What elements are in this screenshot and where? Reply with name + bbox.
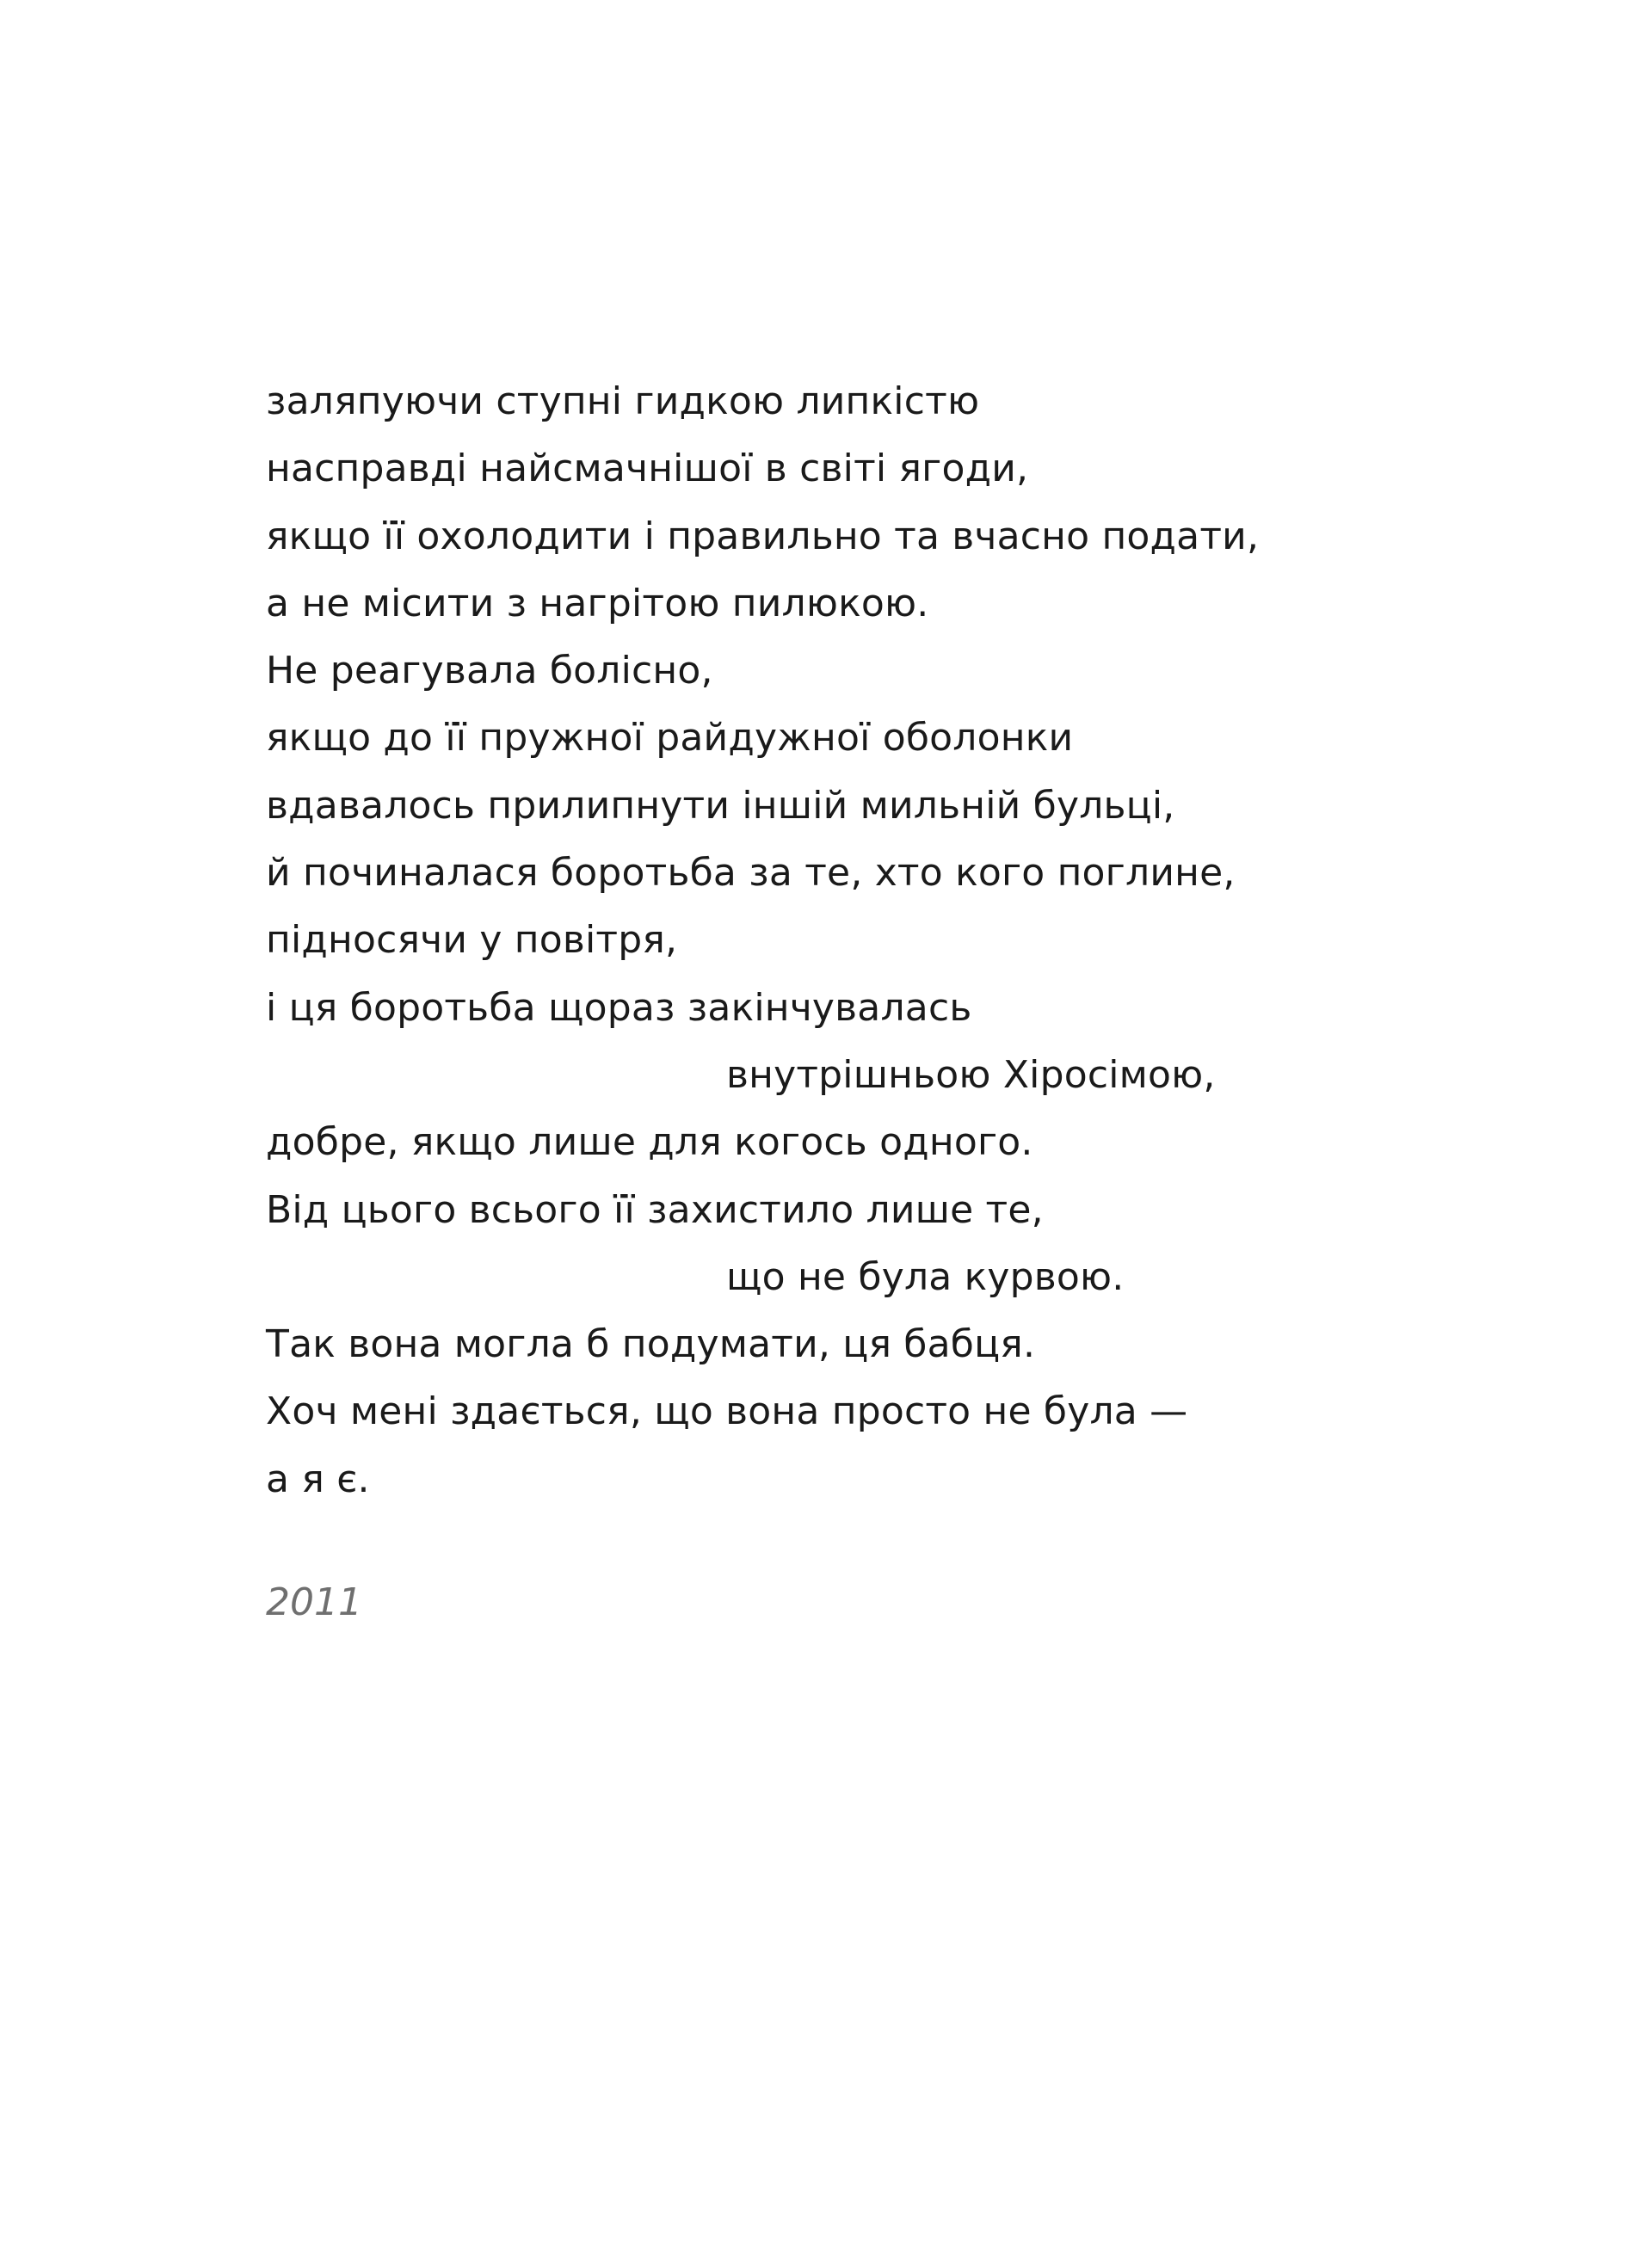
poem-line: добре, якщо лише для когось одного. [266,1120,1033,1165]
poem-line: а я є. [266,1457,370,1501]
poem-line: Так вона могла б подумати, ця бабця. [266,1322,1036,1367]
poem-line: Хоч мені здається, що вона просто не була — [266,1389,1188,1434]
poem-line: Не реагувала болісно, [266,649,713,693]
poem-line: а не місити з нагрітою пилюкою. [266,581,929,625]
poem-line: заляпуючи ступні гидкою липкістю [266,379,980,423]
poem-line: і ця боротьба щораз закінчувалась [266,985,972,1030]
poem-line: вдавалось прилипнути іншій мильній бульці, [266,783,1175,828]
poem-line: насправді найсмачнішої в світі ягоди, [266,447,1029,491]
poem-line-indented: що не була курвою. [726,1254,1125,1299]
poem-line: Від цього всього її захистило лише те, [266,1187,1044,1232]
poem-year: 2011 [266,1580,362,1624]
poem-line: й починалася боротьба за те, хто кого поглине, [266,851,1236,896]
poem-text [266,368,1259,1513]
poem-line: якщо до її пружної райдужної оболонки [266,716,1074,761]
poem-line: якщо її охолодити і правильно та вчасно подати, [266,514,1260,558]
poem-line: підносячи у повітря, [266,918,678,963]
poem-line-indented: внутрішньою Хіросімою, [726,1052,1216,1097]
